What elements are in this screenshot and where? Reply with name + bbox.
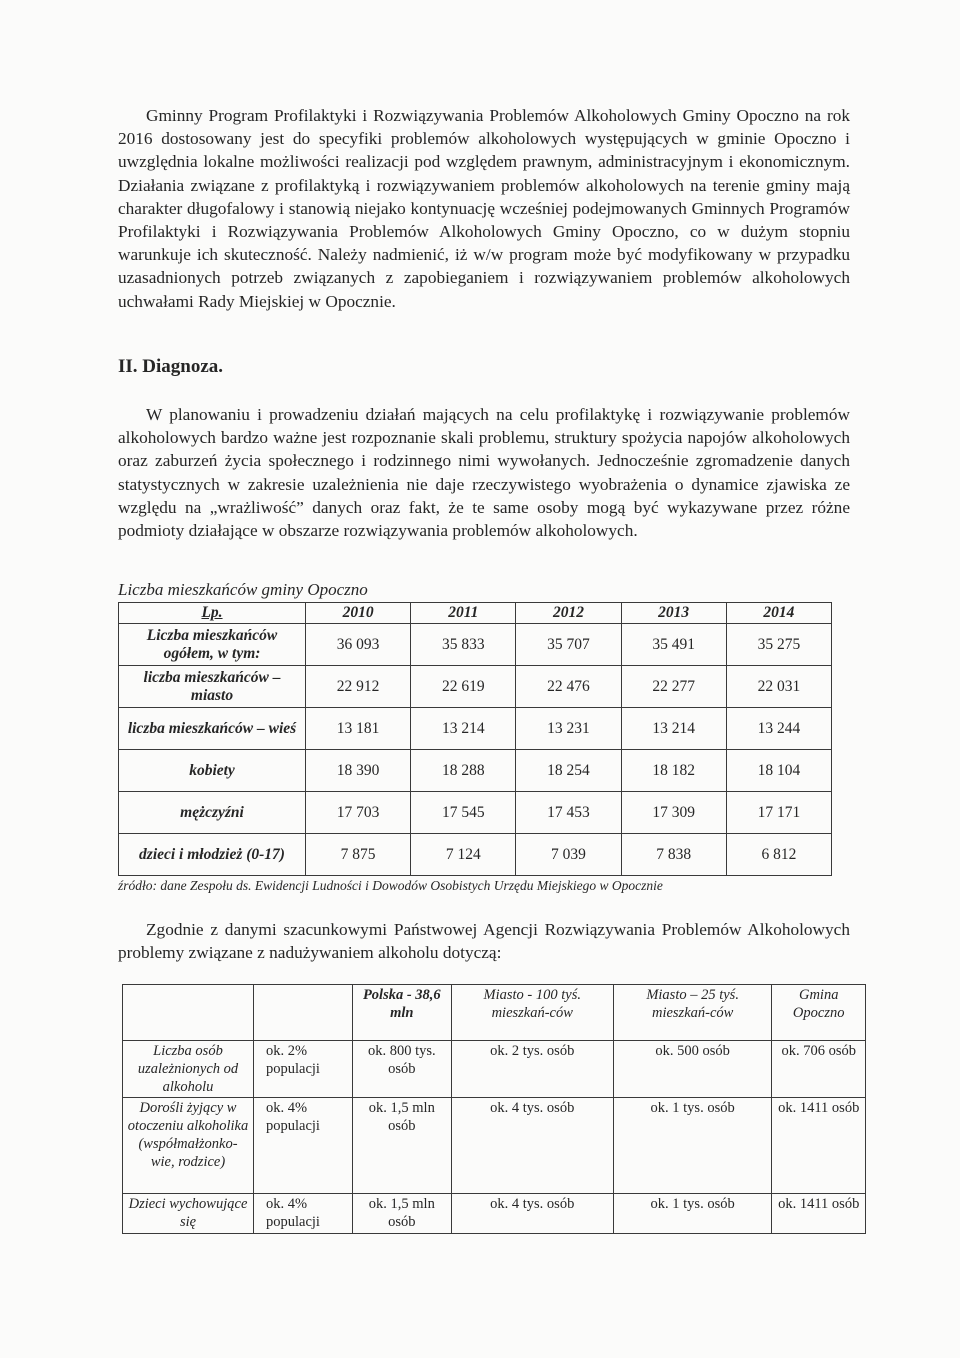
table-cell: ok. 706 osób [772, 1041, 866, 1098]
population-table-source: źródło: dane Zespołu ds. Ewidencji Ludności i Dowodów Osobistych Urzędu Miejskiego w Opocznie [118, 878, 663, 893]
table-cell: 7 838 [621, 834, 726, 876]
table-cell: 18 104 [726, 750, 831, 792]
table-cell: 18 288 [411, 750, 516, 792]
table-cell: ok. 800 tys. osób [353, 1041, 452, 1098]
table-header-cell: 2011 [411, 603, 516, 624]
table-cell: ok. 4% populacji [254, 1194, 353, 1234]
table-row [123, 1041, 866, 1098]
table-cell: ok. 1411 osób [772, 1194, 866, 1234]
table-cell: 17 171 [726, 792, 831, 834]
population-table-caption: Liczba mieszkańców gminy Opoczno [118, 580, 368, 599]
table-cell: ok. 500 osób [613, 1041, 772, 1098]
table-row [123, 1098, 866, 1194]
table-cell: 13 214 [621, 708, 726, 750]
row-label: mężczyźni [119, 792, 306, 834]
table-row [119, 624, 832, 666]
table-cell: 18 182 [621, 750, 726, 792]
table-cell: ok. 4 tys. osób [451, 1098, 613, 1194]
table-cell: 17 703 [306, 792, 411, 834]
row-label: kobiety [119, 750, 306, 792]
row-label: Dzieci wychowujące się [123, 1194, 254, 1234]
estimates-paragraph: Zgodnie z danymi szacunkowymi Państwowej Agencji Rozwiązywania Problemów Alkoholowych problemy związane z nadużywaniem alkoholu dotyczą: [118, 920, 850, 963]
diagnosis-paragraph: W planowaniu i prowadzeniu działań mających na celu profilaktykę i rozwiązywanie problemów alkoholowych bardzo ważne jest rozpoznanie skali problemu, struktury spożycia napojów alkoholowych oraz zaburzeń życia społecznego i rodzinnego nimi wywołanych. Jednocześnie zgromadzenie danych statystycznych w zakresie uzależnienia nie daje rzeczywistego wyobrażenia o dynamice zjawiska ze względu na „wrażliwość” danych oraz fakt, że te same osoby mogą być wykazywane przez różne podmioty działające w obszarze rozwiązywania problemów alkoholowych. [118, 405, 850, 541]
table-row [119, 792, 832, 834]
table-cell: ok. 1,5 mln osób [353, 1194, 452, 1234]
row-label: liczba mieszkańców – wieś [119, 708, 306, 750]
table-cell: 22 031 [726, 666, 831, 708]
table-cell: 7 039 [516, 834, 621, 876]
table-cell: 35 707 [516, 624, 621, 666]
table-header-cell: Gmina Opoczno [772, 985, 866, 1041]
table-cell: 36 093 [306, 624, 411, 666]
table-header-row [123, 985, 866, 1041]
table-cell: 35 491 [621, 624, 726, 666]
table-cell: 7 875 [306, 834, 411, 876]
table-cell: 13 181 [306, 708, 411, 750]
table-cell: 13 244 [726, 708, 831, 750]
table-header-cell: Miasto - 100 tyś. mieszkań-ców [451, 985, 613, 1041]
table-cell: 17 309 [621, 792, 726, 834]
row-label: dzieci i młodzież (0-17) [119, 834, 306, 876]
intro-paragraph: Gminny Program Profilaktyki i Rozwiązywania Problemów Alkoholowych Gminy Opoczno na rok 2016 dostosowany jest do specyfiki problemów alkoholowych występujących w gminie Opoczno i uwzględnia lokalne możliwości realizacji pod względem prawnym, administracyjnym i ekonomicznym. Działania związane z profilaktyką i rozwiązywaniem problemów alkoholowych na terenie gminy mają charakter długofalowy i stanowią niejako kontynuację wcześniej podejmowanych Gminnych Programów Profilaktyki i Rozwiązywania Problemów Alkoholowych Gminy Opoczno, co w dużym stopniu warunkuje ich skuteczność. Należy nadmienić, iż w/w program może być modyfikowany w przypadku uzasadnionych potrzeb związanych z zapobieganiem i rozwiązywaniem problemów alkoholowych uchwałami Rady Miejskiej w Opocznie. [118, 106, 850, 311]
table-header-cell [254, 985, 353, 1041]
table-cell: 35 275 [726, 624, 831, 666]
row-label: Dorośli żyjący w otoczeniu alkoholika (współmałżonko-wie, rodzice) [123, 1098, 254, 1194]
table-header-cell: Polska - 38,6 mln [353, 985, 452, 1041]
table-header-cell: 2012 [516, 603, 621, 624]
table-row [119, 834, 832, 876]
table-row [119, 750, 832, 792]
section-heading: II. Diagnoza. [118, 356, 224, 377]
table-header-cell [123, 985, 254, 1041]
table-row [119, 666, 832, 708]
table-header-cell: 2010 [306, 603, 411, 624]
table-cell: 13 231 [516, 708, 621, 750]
table-row [123, 1194, 866, 1234]
estimates-table [122, 984, 866, 1234]
table-cell: 22 619 [411, 666, 516, 708]
table-cell: 6 812 [726, 834, 831, 876]
population-table [118, 602, 832, 876]
table-cell: ok. 4 tys. osób [451, 1194, 613, 1234]
table-cell: 22 476 [516, 666, 621, 708]
table-cell: ok. 2% populacji [254, 1041, 353, 1098]
table-cell: ok. 1 tys. osób [613, 1194, 772, 1234]
row-label: Liczba mieszkańców ogółem, w tym: [119, 624, 306, 666]
table-cell: 22 277 [621, 666, 726, 708]
table-cell: ok. 1 tys. osób [613, 1098, 772, 1194]
table-header-cell: Lp. [119, 603, 306, 624]
table-cell: 18 390 [306, 750, 411, 792]
table-cell: 17 545 [411, 792, 516, 834]
table-cell: 7 124 [411, 834, 516, 876]
row-label: Liczba osób uzależnionych od alkoholu [123, 1041, 254, 1098]
table-header-row [119, 603, 832, 624]
table-header-cell: 2013 [621, 603, 726, 624]
table-header-cell: 2014 [726, 603, 831, 624]
table-cell: 22 912 [306, 666, 411, 708]
table-cell: 13 214 [411, 708, 516, 750]
table-header-cell: Miasto – 25 tyś. mieszkań-ców [613, 985, 772, 1041]
table-cell: ok. 1411 osób [772, 1098, 866, 1194]
table-cell: 17 453 [516, 792, 621, 834]
table-cell: ok. 4% populacji [254, 1098, 353, 1194]
table-cell: 18 254 [516, 750, 621, 792]
table-cell: 35 833 [411, 624, 516, 666]
table-cell: ok. 1,5 mln osób [353, 1098, 452, 1194]
row-label: liczba mieszkańców – miasto [119, 666, 306, 708]
table-cell: ok. 2 tys. osób [451, 1041, 613, 1098]
table-row [119, 708, 832, 750]
